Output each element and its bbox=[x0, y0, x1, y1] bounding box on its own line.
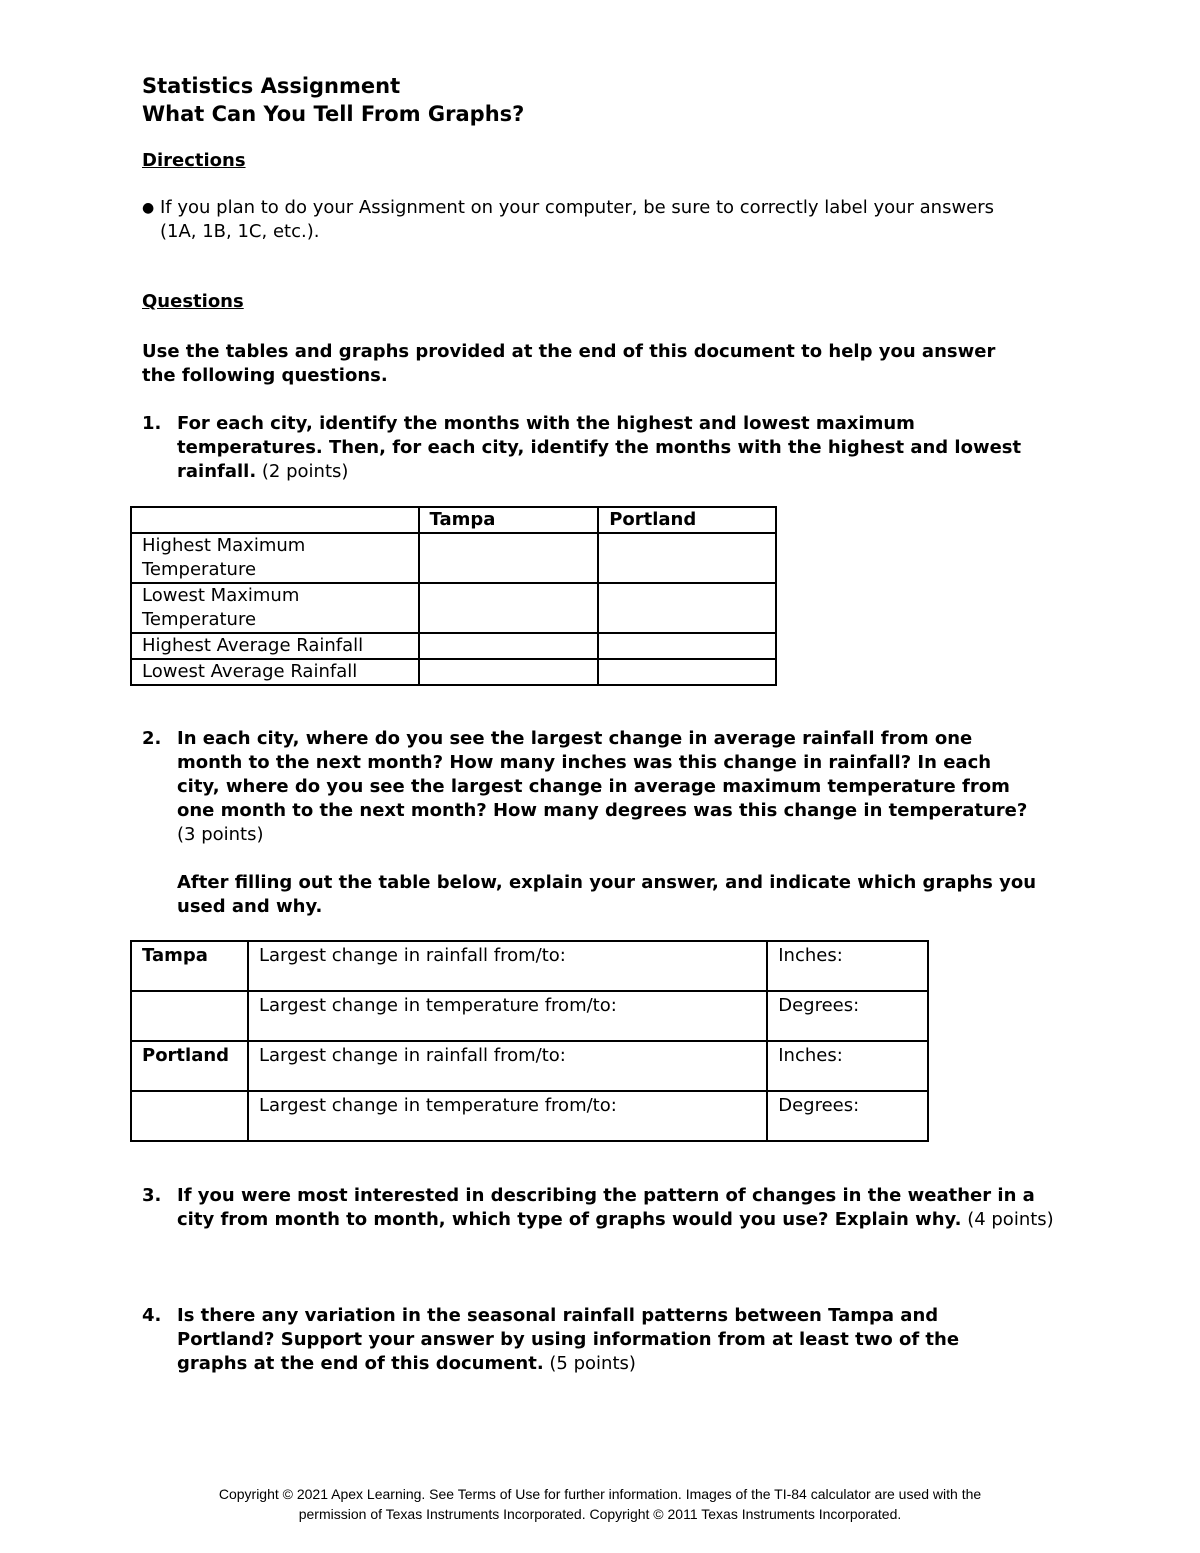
tampa-answer-cell[interactable] bbox=[419, 633, 599, 659]
question-2-points: (3 points) bbox=[177, 824, 264, 845]
title-line-1: Statistics Assignment bbox=[142, 74, 401, 98]
copyright-footer bbox=[130, 1484, 1070, 1524]
change-answer-cell[interactable]: Largest change in temperature from/to: bbox=[248, 991, 767, 1041]
extremes-header-tampa: Tampa bbox=[419, 507, 599, 533]
table-row bbox=[131, 583, 776, 633]
change-answer-cell[interactable]: Largest change in rainfall from/to: bbox=[248, 941, 767, 991]
footer-line-2: permission of Texas Instruments Incorporated. Copyright © 2011 Texas Instruments Incorporated. bbox=[298, 1506, 902, 1522]
change-table bbox=[130, 940, 929, 1142]
table-row bbox=[131, 991, 928, 1041]
question-3-number: 3. bbox=[142, 1185, 162, 1206]
city-label bbox=[131, 1091, 248, 1141]
question-2 bbox=[142, 727, 1037, 919]
row-label: Lowest Maximum Temperature bbox=[131, 583, 419, 633]
questions-intro: Use the tables and graphs provided at the end of this document to help you answer the following questions. bbox=[142, 341, 996, 386]
table-row bbox=[131, 659, 776, 685]
unit-answer-cell[interactable]: Inches: bbox=[767, 941, 928, 991]
row-label: Lowest Average Rainfall bbox=[131, 659, 419, 685]
city-label: Tampa bbox=[131, 941, 248, 991]
portland-answer-cell[interactable] bbox=[598, 633, 776, 659]
question-1 bbox=[142, 412, 1032, 484]
unit-answer-cell[interactable]: Inches: bbox=[767, 1041, 928, 1091]
tampa-answer-cell[interactable] bbox=[419, 583, 599, 633]
extremes-header-portland: Portland bbox=[598, 507, 776, 533]
table-row bbox=[131, 1041, 928, 1091]
change-answer-cell[interactable]: Largest change in temperature from/to: bbox=[248, 1091, 767, 1141]
question-3-points: (4 points) bbox=[967, 1209, 1054, 1230]
tampa-answer-cell[interactable] bbox=[419, 659, 599, 685]
document-title bbox=[142, 72, 524, 128]
footer-line-1: Copyright © 2021 Apex Learning. See Terms of Use for further information. Images of the TI-84 calculator are used with the bbox=[218, 1486, 982, 1502]
portland-answer-cell[interactable] bbox=[598, 533, 776, 583]
question-2-text: In each city, where do you see the largest change in average rainfall from one month to the next month? How many inches was this change in rainfall? In each city, where do you see the largest change in average maximum temperature from one month to the next month? How many degrees was this change in temperature? bbox=[177, 728, 1028, 821]
row-label: Highest Average Rainfall bbox=[131, 633, 419, 659]
row-label: Highest Maximum Temperature bbox=[131, 533, 419, 583]
extremes-header-blank bbox=[131, 507, 419, 533]
question-4-number: 4. bbox=[142, 1305, 162, 1326]
questions-heading: Questions bbox=[142, 291, 244, 312]
question-3 bbox=[142, 1184, 1054, 1232]
table-row bbox=[131, 1091, 928, 1141]
tampa-answer-cell[interactable] bbox=[419, 533, 599, 583]
change-answer-cell[interactable]: Largest change in rainfall from/to: bbox=[248, 1041, 767, 1091]
directions-bullet-text: If you plan to do your Assignment on your computer, be sure to correctly label your answers (1A, 1B, 1C, etc.). bbox=[160, 197, 995, 242]
question-2-followup: After filling out the table below, explain your answer, and indicate which graphs you used and why. bbox=[177, 872, 1037, 917]
city-label: Portland bbox=[131, 1041, 248, 1091]
question-4-points: (5 points) bbox=[549, 1353, 636, 1374]
table-row bbox=[131, 633, 776, 659]
portland-answer-cell[interactable] bbox=[598, 659, 776, 685]
portland-answer-cell[interactable] bbox=[598, 583, 776, 633]
extremes-table-header bbox=[131, 507, 776, 533]
table-row bbox=[131, 533, 776, 583]
question-1-text: For each city, identify the months with the highest and lowest maximum temperatures. Then, for each city, identify the months with the highest and lowest rainfall. bbox=[177, 413, 1022, 482]
extremes-table bbox=[130, 506, 777, 686]
unit-answer-cell[interactable]: Degrees: bbox=[767, 1091, 928, 1141]
directions-bullet bbox=[142, 196, 1022, 244]
question-4 bbox=[142, 1304, 1032, 1376]
city-label bbox=[131, 991, 248, 1041]
directions-heading: Directions bbox=[142, 150, 246, 171]
unit-answer-cell[interactable]: Degrees: bbox=[767, 991, 928, 1041]
question-3-text: If you were most interested in describing the pattern of changes in the weather in a city from month to month, which type of graphs would you use? Explain why. bbox=[177, 1185, 1035, 1230]
question-2-number: 2. bbox=[142, 728, 162, 749]
table-row bbox=[131, 941, 928, 991]
question-1-number: 1. bbox=[142, 413, 162, 434]
question-4-text: Is there any variation in the seasonal rainfall patterns between Tampa and Portland? Support your answer by using information from at least two of the graphs at the end of this document. bbox=[177, 1305, 960, 1374]
title-line-2: What Can You Tell From Graphs? bbox=[142, 102, 525, 126]
question-1-points: (2 points) bbox=[261, 461, 349, 482]
bullet-icon: ● bbox=[142, 200, 155, 216]
